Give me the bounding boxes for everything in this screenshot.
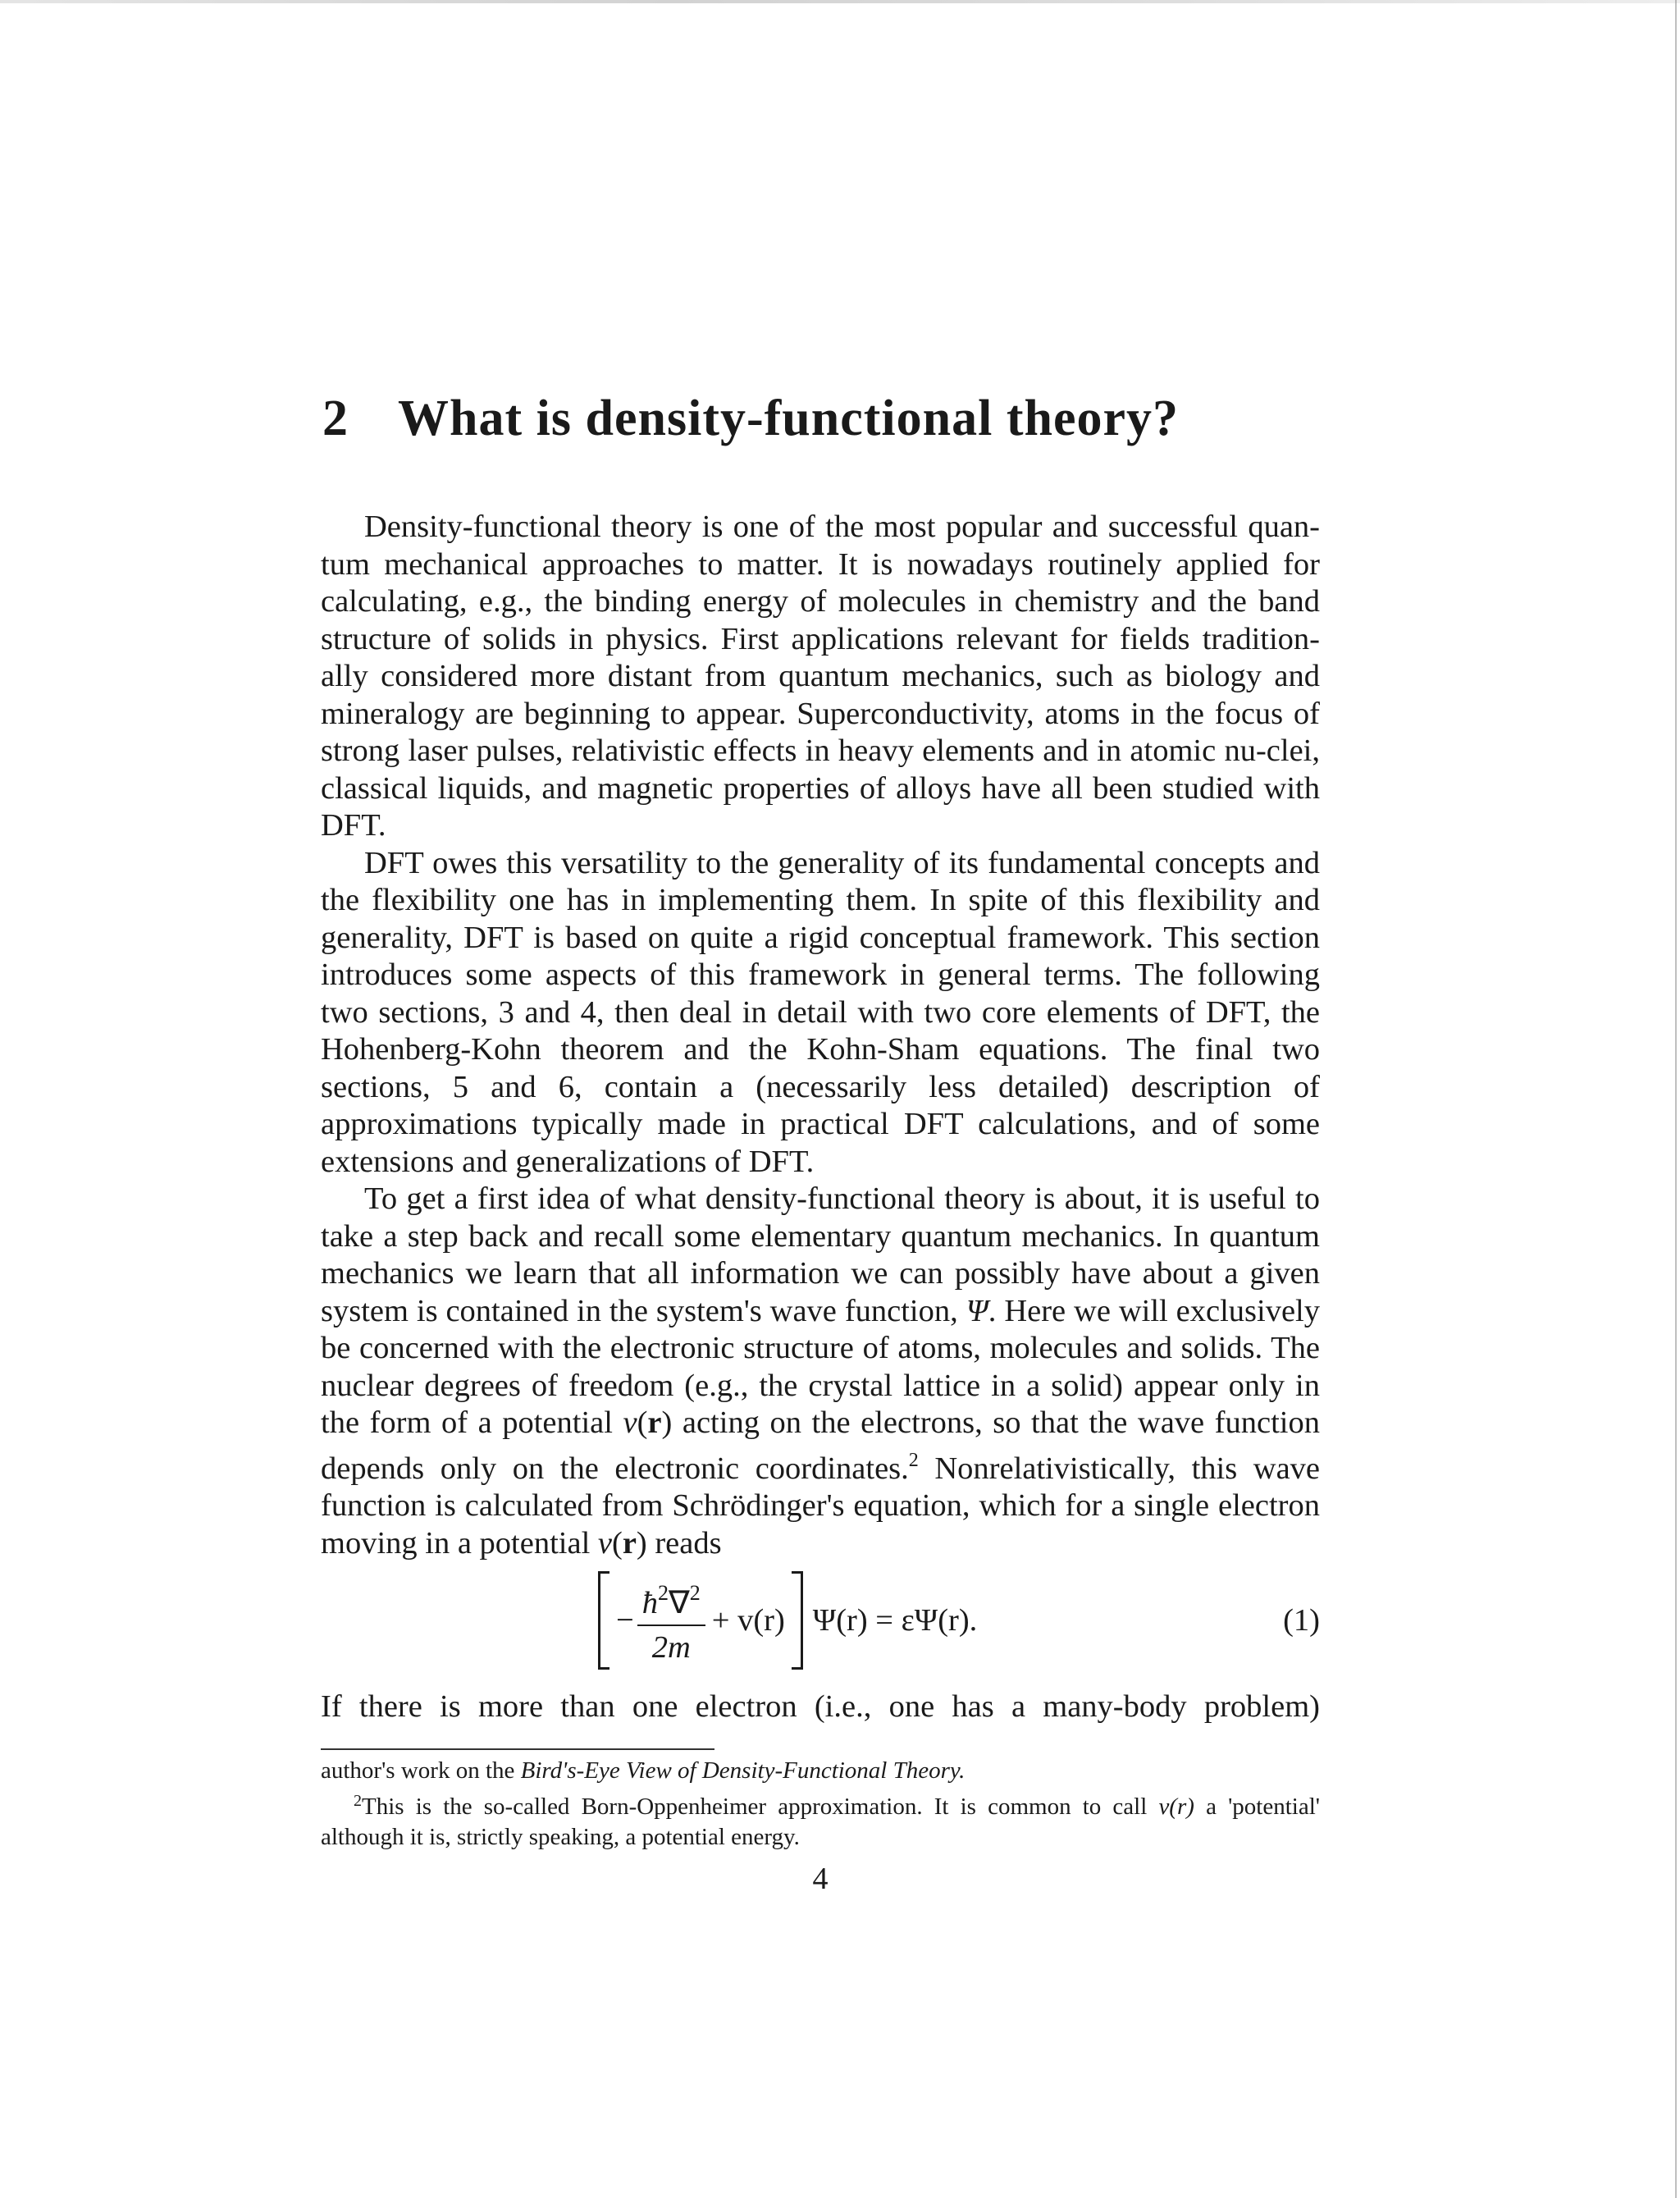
section-title: What is density-functional theory? [398,391,1179,446]
paragraph-3: To get a first idea of what density-functional theory is about, it is useful to take a step back and recall some elementary quantum mechanics. In quantum mechanics we learn that all information we can possibly have about a given system is contained in the system's wave function, Ψ. Here we will exclusively be concerned with the electronic structure of atoms, molecules and solids. The nuclear degrees of freedom (e.g., the crystal lattice in a solid) appear only in the form of a potential v(r) acting on the electrons, so that the wave function depends only on the electronic coordinates.$^2$ Nonrelativistically, this wave function is calculated from Schrödinger's equation, which for a single electron moving in a potential v(r) reads [321,1181,1321,1561]
eigenvalue-rhs: Ψ(r) = εΨ(r). [812,1603,978,1638]
page-number: 4 [812,1862,829,1896]
footnote-2 [321,1786,1320,1853]
psi-symbol: Ψ [966,1293,988,1328]
v-symbol: v [623,1405,637,1440]
r-symbol: r [647,1405,662,1440]
section-number: 2 [322,391,349,446]
equation-number: (1) [1283,1603,1320,1638]
paragraph-after-equation: If there is more than one electron (i.e., one has a many-body problem) [321,1689,1320,1724]
paragraph-3-part-a: To get a first idea of what density-functional theory is about, it is useful to take a step back and recall some elementary quantum mechanics. In quantum mechanics we learn that all information we can possibly have about a given system is contained in the system's wave function, [321,1181,1320,1328]
body-text [321,509,1320,1562]
equation-body [598,1567,977,1674]
scan-edge-right [1675,0,1677,2198]
footnote-reference: 2 [908,1449,919,1471]
v-symbol: v [597,1525,612,1561]
section-heading [322,386,1356,451]
paragraph-3-part-e: reads [646,1525,722,1561]
r-symbol: r [622,1525,637,1561]
paragraph-3-part-c: acting on the electrons, so that the wave function depends only on the electronic coordinates. [321,1405,1320,1486]
hbar-exponent: 2 [657,1581,669,1605]
nabla-symbol: ∇ [668,1586,690,1620]
footnotes [321,1756,1320,1853]
left-bracket [598,1571,609,1670]
nabla-exponent: 2 [689,1581,701,1605]
paragraph-3-part-b: . Here we will exclusively be concerned with the electronic structure of atoms, molecules and solids. The nuclear degrees of freedom (e.g., the crystal lattice in a solid) appear only in the form of a potential [321,1293,1321,1440]
footnote-2-text-a: This is the so-called Born-Oppenheimer approximation. It is common to call [362,1794,1159,1820]
right-bracket [792,1571,803,1670]
scan-edge-top [0,0,1680,3]
kinetic-fraction [637,1575,705,1666]
footnote-2-text-b: a 'potential' although it is, strictly speaking, a potential energy. [321,1794,1321,1850]
potential-term: + v(r) [711,1603,785,1638]
footnote-1-title: Bird's-Eye View of Density-Functional Theory. [520,1757,966,1784]
paragraph-1: Density-functional theory is one of the most popular and successful quan-tum mechanical approaches to matter. It is nowadays routinely applied for calculating, e.g., the binding energy of molecules in chemistry and the band structure of solids in physics. First applications relevant for fields tradition-ally considered more distant from quantum mechanics, such as biology and mineralogy are beginning to appear. Superconductivity, atoms in the focus of strong laser pulses, relativistic effects in heavy elements and in atomic nu-clei, classical liquids, and magnetic properties of alloys have all been studied with DFT. [321,510,1320,843]
footnote-2-v-r: v(r) [1158,1794,1194,1820]
footnote-1-text: author's work on the [321,1757,521,1784]
paragraph-2: DFT owes this versatility to the generality of its fundamental concepts and the flexibility one has in implementing them. In spite of this flexibility and generality, DFT is based on quite a rigid conceptual framework. This section introduces some aspects of this framework in general terms. The following two sections, 3 and 4, then deal in detail with two core elements of DFT, the Hohenberg-Kohn theorem and the Kohn-Sham equations. The final two sections, 5 and 6, contain a (necessarily less detailed) description of approximations typically made in practical DFT calculations, and of some extensions and generalizations of DFT. [321,845,1320,1179]
fraction-numerator [637,1575,705,1625]
minus-sign: − [616,1603,634,1638]
paragraph-3-part-d: Nonrelativistically, this wave function is calculated from Schrödinger's equation, which for a single electron moving in a potential [321,1451,1320,1561]
hbar-symbol: ħ [641,1586,658,1620]
footnote-1-continued [321,1756,1320,1786]
equation-1 [321,1567,1320,1674]
footnote-2-mark: 2 [354,1792,362,1810]
footnote-rule [321,1748,714,1750]
fraction-denominator: 2m [651,1630,691,1665]
